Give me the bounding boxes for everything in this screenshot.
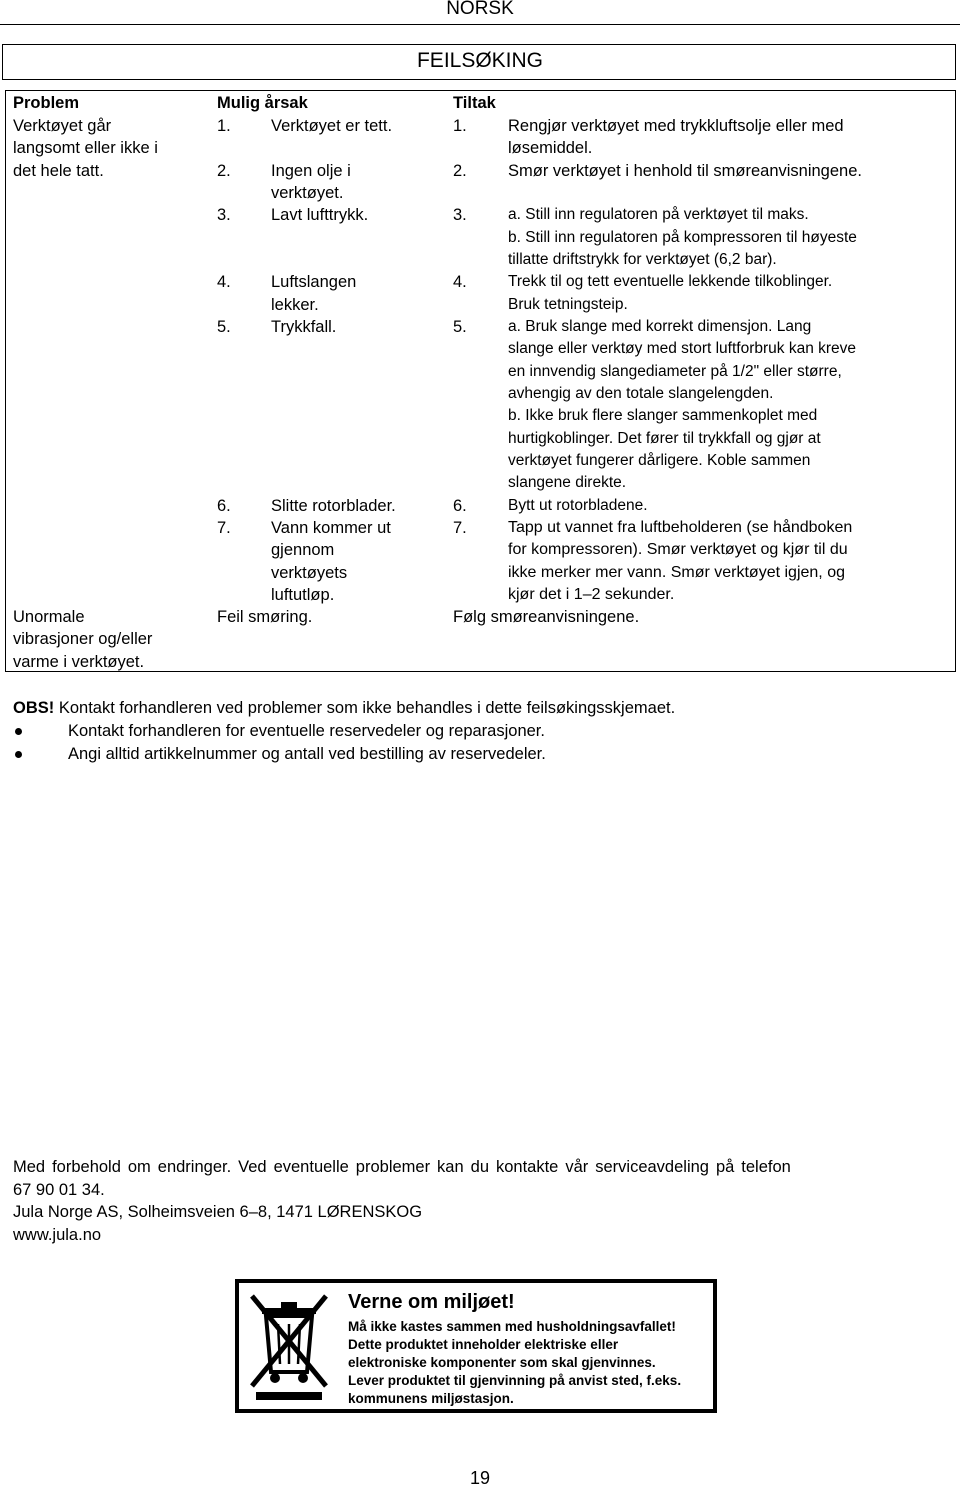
action-7-number: 7.	[453, 519, 467, 537]
header-cause: Mulig årsak	[217, 94, 308, 112]
problem-1-line-3: det hele tatt.	[13, 162, 104, 180]
cause-4-number: 4.	[217, 273, 231, 291]
bullet-icon	[15, 728, 22, 735]
cause-1-line-1: Verktøyet er tett.	[271, 117, 393, 135]
cause-6-line-1: Slitte rotorblader.	[271, 497, 396, 515]
action-1-number: 1.	[453, 117, 467, 135]
problem-1-line-1: Verktøyet går	[13, 117, 112, 135]
crossed-out-wheelie-bin-icon	[248, 1290, 330, 1402]
problem-1-line-2: langsomt eller ikke i	[13, 139, 158, 157]
environment-line-4: Lever produktet til gjenvinning på anvist sted, f.eks.	[348, 1373, 682, 1388]
header-rule	[0, 24, 960, 25]
cause-2-line-2: verktøyet.	[271, 184, 344, 202]
cause-8-line-1: Feil smøring.	[217, 608, 313, 626]
cause-7-line-4: luftutløp.	[271, 586, 335, 604]
action-2-number: 2.	[453, 162, 467, 180]
page-number: 19	[469, 1468, 491, 1488]
header-action: Tiltak	[453, 94, 496, 112]
bullet-icon	[15, 751, 22, 758]
obs-text: Kontakt forhandleren ved problemer som ikke behandles i dette feilsøkingsskjemaet.	[54, 699, 676, 717]
action-6-number: 6.	[453, 497, 467, 515]
footer-line-3: Jula Norge AS, Solheimsveien 6–8, 1471 LØRENSKOG	[13, 1203, 423, 1221]
language-header: NORSK	[446, 0, 514, 19]
action-5-number: 5.	[453, 318, 467, 336]
obs-note	[13, 697, 675, 719]
action-3-number: 3.	[453, 206, 467, 224]
cause-2-number: 2.	[217, 162, 231, 180]
action-6-line-1: Bytt ut rotorbladene.	[508, 497, 648, 514]
action-5-line-3: en innvendig slangediameter på 1/2" eller større,	[508, 363, 842, 380]
action-3-line-3: tillatte driftstrykk for verktøyet (6,2 bar).	[508, 251, 777, 268]
action-7-line-1: Tapp ut vannet fra luftbeholderen (se håndboken	[508, 519, 853, 536]
action-5-line-4: avhengig av den totale slangelengden.	[508, 385, 774, 402]
action-3-line-2: b. Still inn regulatoren på kompressoren til høyeste	[508, 229, 857, 246]
action-5-line-1: a. Bruk slange med korrekt dimensjon. Lang	[508, 318, 812, 335]
page-title: FEILSØKING	[416, 49, 544, 72]
environment-line-1: Må ikke kastes sammen med husholdningsavfallet!	[348, 1319, 676, 1334]
cause-4-line-2: lekker.	[271, 296, 319, 314]
action-2-line-1: Smør verktøyet i henhold til smøreanvisningene.	[508, 162, 862, 180]
action-5-line-6: hurtigkoblinger. Det fører til trykkfall og gjør at	[508, 430, 821, 447]
header-problem: Problem	[13, 94, 80, 112]
cause-6-number: 6.	[217, 497, 231, 515]
action-4-line-2: Bruk tetningsteip.	[508, 296, 628, 313]
action-7-line-3: ikke merker mer vann. Smør verktøyet igjen, og	[508, 564, 845, 581]
action-4-line-1: Trekk til og tett eventuelle lekkende tilkoblinger.	[508, 273, 833, 290]
problem-2-line-1: Unormale	[13, 608, 85, 626]
note-bullet-1: Kontakt forhandleren for eventuelle reservedeler og reparasjoner.	[68, 722, 545, 740]
action-5-line-7: verktøyet fungerer dårligere. Koble sammen	[508, 452, 811, 469]
cause-3-line-1: Lavt lufttrykk.	[271, 206, 369, 224]
action-1-line-2: løsemiddel.	[508, 139, 593, 157]
cause-7-line-2: gjennom	[271, 541, 335, 559]
cause-4-line-1: Luftslangen	[271, 273, 357, 291]
cause-7-line-1: Vann kommer ut	[271, 519, 391, 537]
problem-2-line-3: varme i verktøyet.	[13, 653, 145, 671]
environment-title: Verne om miljøet!	[348, 1291, 515, 1313]
note-bullet-2: Angi alltid artikkelnummer og antall ved bestilling av reservedeler.	[68, 745, 546, 763]
cause-5-line-1: Trykkfall.	[271, 318, 337, 336]
cause-5-number: 5.	[217, 318, 231, 336]
footer-line-1: Med forbehold om endringer. Ved eventuelle problemer kan du kontakte vår serviceavdeling på telefon	[13, 1158, 791, 1176]
action-3-line-1: a. Still inn regulatoren på verktøyet til maks.	[508, 206, 809, 223]
action-7-line-4: kjør det i 1–2 sekunder.	[508, 586, 675, 603]
environment-line-3: elektroniske komponenter som skal gjenvinnes.	[348, 1355, 656, 1370]
obs-label: OBS!	[13, 699, 55, 717]
action-1-line-1: Rengjør verktøyet med trykkluftsolje eller med	[508, 117, 844, 135]
footer-link[interactable]: www.jula.no	[13, 1226, 102, 1244]
action-8-line-1: Følg smøreanvisningene.	[453, 608, 640, 626]
environment-line-5: kommunens miljøstasjon.	[348, 1391, 514, 1406]
cause-7-number: 7.	[217, 519, 231, 537]
cause-3-number: 3.	[217, 206, 231, 224]
problem-2-line-2: vibrasjoner og/eller	[13, 630, 153, 648]
action-4-number: 4.	[453, 273, 467, 291]
action-5-line-8: slangene direkte.	[508, 474, 627, 491]
cause-1-number: 1.	[217, 117, 231, 135]
action-5-line-5: b. Ikke bruk flere slanger sammenkoplet med	[508, 407, 818, 424]
action-5-line-2: slange eller verktøy med stort luftforbruk kan kreve	[508, 340, 857, 357]
cause-7-line-3: verktøyets	[271, 564, 348, 582]
footer-line-2: 67 90 01 34.	[13, 1181, 105, 1199]
action-7-line-2: for kompressoren). Smør verktøyet og kjør til du	[508, 541, 848, 558]
cause-2-line-1: Ingen olje i	[271, 162, 351, 180]
environment-line-2: Dette produktet inneholder elektriske eller	[348, 1337, 619, 1352]
